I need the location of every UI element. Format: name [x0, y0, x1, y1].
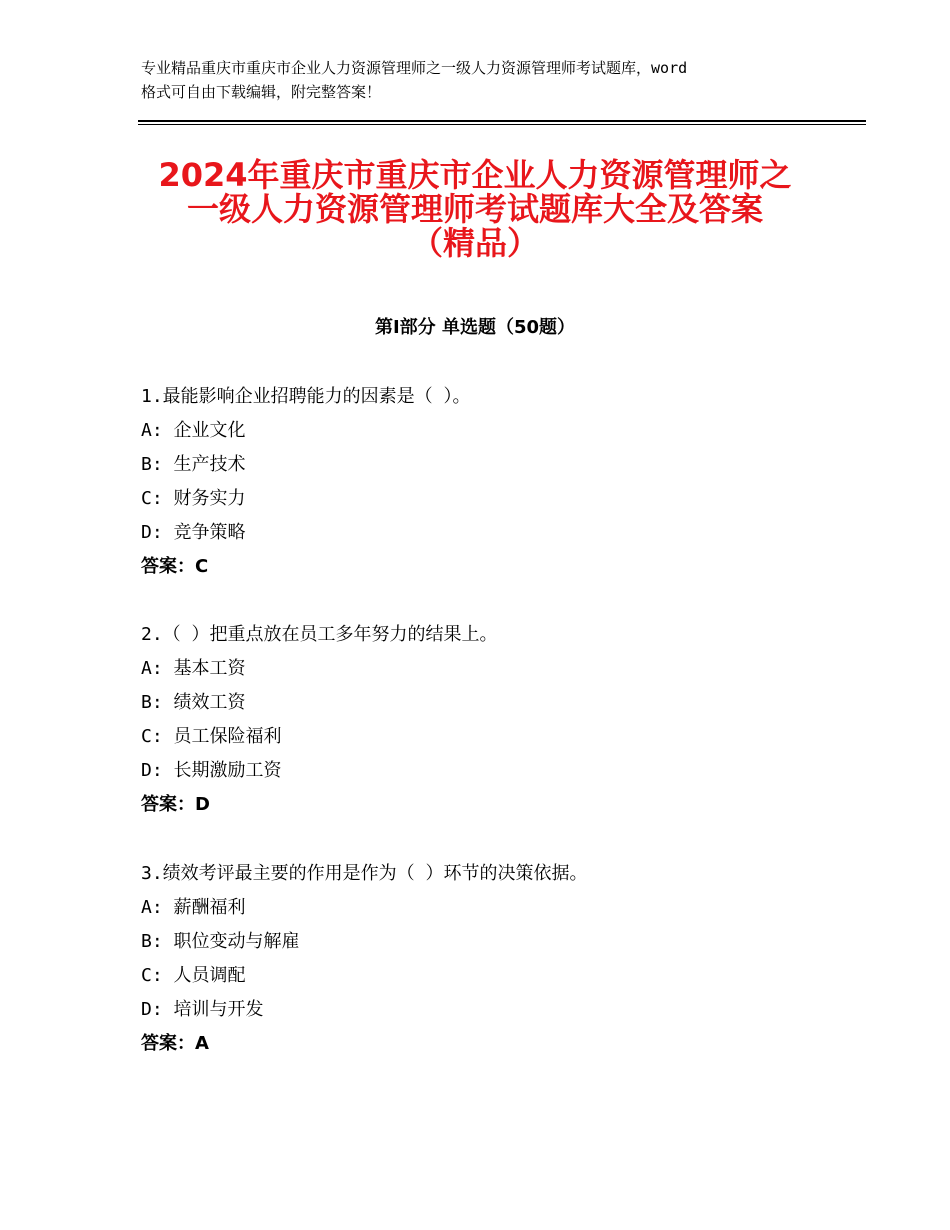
question-option: A: 基本工资: [141, 658, 246, 679]
header-note-line: 格式可自由下载编辑，附完整答案！: [141, 83, 382, 101]
question-stem: 3.绩效考评最主要的作用是作为（ ）环节的决策依据。: [141, 863, 588, 884]
document-title-line: 2024年重庆市重庆市企业人力资源管理师之: [158, 156, 792, 194]
section-heading: 第Ⅰ部分 单选题（50题）: [374, 317, 575, 338]
header-rule: [138, 124, 866, 125]
question-answer: 答案：A: [141, 1033, 209, 1054]
question-block: [141, 857, 841, 1061]
question-answer: 答案：D: [141, 794, 210, 815]
question-option: D: 培训与开发: [141, 999, 264, 1020]
document-title-line: （精品）: [410, 224, 539, 262]
header-note: [141, 56, 821, 104]
header-rule: [138, 120, 866, 122]
question-option: B: 绩效工资: [141, 692, 246, 713]
question-option: B: 生产技术: [141, 454, 246, 475]
document-title: [100, 158, 850, 260]
question-stem: 1.最能影响企业招聘能力的因素是（ ）。: [141, 386, 471, 407]
question-option: C: 人员调配: [141, 965, 246, 986]
question-option: D: 竞争策略: [141, 522, 246, 543]
question-option: A: 企业文化: [141, 420, 246, 441]
question-option: C: 员工保险福利: [141, 726, 282, 747]
question-option: D: 长期激励工资: [141, 760, 282, 781]
header-note-line: 专业精品重庆市重庆市企业人力资源管理师之一级人力资源管理师考试题库，word: [141, 59, 688, 77]
question-block: [141, 380, 841, 584]
question-stem: 2.（ ）把重点放在员工多年努力的结果上。: [141, 624, 498, 645]
document-title-line: 一级人力资源管理师考试题库大全及答案: [186, 190, 763, 228]
question-option: C: 财务实力: [141, 488, 246, 509]
question-answer: 答案：C: [141, 556, 209, 577]
question-option: B: 职位变动与解雇: [141, 931, 300, 952]
question-block: [141, 618, 841, 822]
question-option: A: 薪酬福利: [141, 897, 246, 918]
